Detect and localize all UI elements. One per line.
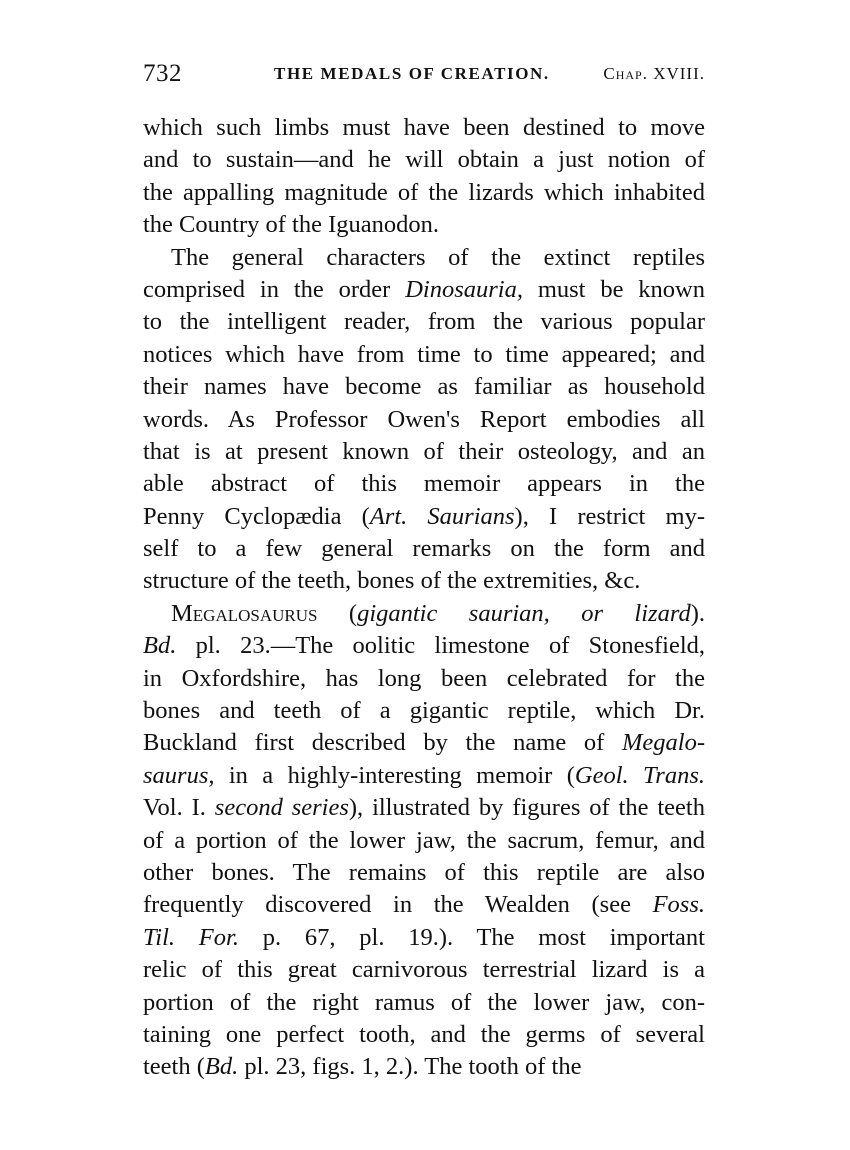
italic-text: Bd. xyxy=(143,632,177,660)
italic-text: Dinosauria, xyxy=(405,275,523,303)
text-line xyxy=(143,695,705,727)
text-line xyxy=(143,209,705,241)
text-segment: teeth ( xyxy=(143,1053,205,1081)
text-line xyxy=(143,727,705,759)
text-line xyxy=(143,371,705,403)
paragraph xyxy=(143,112,705,242)
text-segment: words. As Professor Owen's Report embodies all xyxy=(143,405,705,433)
text-segment: The general characters of the extinct reptiles xyxy=(171,243,705,271)
text-segment: notices which have from time to time appeared; and xyxy=(143,340,705,368)
italic-text: second series xyxy=(214,794,349,822)
text-segment: comprised in the order xyxy=(143,275,406,303)
text-segment: frequently discovered in the Wealden (see xyxy=(143,891,653,919)
text-line xyxy=(143,792,705,824)
text-segment: that is at present known of their osteology, and an xyxy=(143,437,705,465)
text-segment: bones and teeth of a gigantic reptile, which Dr. xyxy=(143,697,705,725)
text-segment: ), I restrict my- xyxy=(514,502,705,530)
text-line xyxy=(143,112,705,144)
text-line xyxy=(143,922,705,954)
italic-text: Art. Saurians xyxy=(369,502,515,530)
text-segment: in a highly-interesting memoir ( xyxy=(214,761,575,789)
italic-text: gigantic saurian, or lizard xyxy=(357,599,691,627)
text-segment: ( xyxy=(317,599,358,627)
running-title: THE MEDALS OF CREATION. xyxy=(274,64,550,83)
italic-text: Bd. xyxy=(204,1053,239,1081)
italic-text: Foss. xyxy=(652,891,705,919)
text-line xyxy=(143,954,705,986)
text-line xyxy=(143,663,705,695)
text-line xyxy=(143,760,705,792)
text-line xyxy=(143,177,705,209)
body-text xyxy=(143,112,705,1084)
text-segment: relic of this great carnivorous terrestrial lizard is a xyxy=(143,956,705,984)
text-segment: portion of the right ramus of the lower jaw, con- xyxy=(143,988,705,1016)
text-line xyxy=(143,274,705,306)
text-line xyxy=(143,857,705,889)
paragraph xyxy=(143,242,705,598)
text-line xyxy=(143,1019,705,1051)
text-line xyxy=(143,630,705,662)
text-line xyxy=(143,404,705,436)
text-line xyxy=(143,468,705,500)
page-header xyxy=(143,60,705,92)
text-line xyxy=(143,825,705,857)
text-segment: their names have become as familiar as household xyxy=(143,373,705,401)
small-caps-text: Megalosaurus xyxy=(171,599,318,627)
text-line xyxy=(143,242,705,274)
italic-text: saurus, xyxy=(143,761,215,789)
page-number: 732 xyxy=(143,60,182,87)
text-line xyxy=(143,306,705,338)
text-segment: and to sustain—and he will obtain a just notion of xyxy=(143,146,705,174)
paragraph xyxy=(143,598,705,1084)
text-line xyxy=(143,339,705,371)
text-segment: structure of the teeth, bones of the extremities, &c. xyxy=(143,567,641,595)
text-segment: to the intelligent reader, from the various popular xyxy=(143,308,705,336)
text-segment: in Oxfordshire, has long been celebrated for the xyxy=(143,664,705,692)
italic-text: Geol. Trans. xyxy=(574,761,705,789)
text-segment: p. 67, pl. 19.). The most important xyxy=(238,923,705,951)
text-segment: Buckland first described by the name of xyxy=(143,729,622,757)
text-segment: pl. 23, figs. 1, 2.). The tooth of the xyxy=(238,1053,582,1081)
text-segment: which such limbs must have been destined to move xyxy=(143,114,705,141)
text-segment: the Country of the Iguanodon. xyxy=(143,211,439,239)
chapter-label: Chap. XVIII. xyxy=(603,64,705,83)
text-segment: pl. 23.—The oolitic limestone of Stonesfield, xyxy=(176,632,705,660)
text-segment: other bones. The remains of this reptile are also xyxy=(143,858,705,886)
text-segment: Vol. I. xyxy=(143,794,215,822)
italic-text: Til. For. xyxy=(143,923,239,951)
text-line xyxy=(143,1051,705,1083)
text-segment: able abstract of this memoir appears in the xyxy=(143,470,705,498)
text-segment: taining one perfect tooth, and the germs of several xyxy=(143,1020,705,1048)
text-segment: ), illustrated by figures of the teeth xyxy=(348,794,705,822)
text-line xyxy=(143,565,705,597)
text-line xyxy=(143,533,705,565)
text-segment: Penny Cyclopædia ( xyxy=(143,502,370,530)
text-segment: the appalling magnitude of the lizards which inhabited xyxy=(143,178,705,206)
text-line xyxy=(143,598,705,630)
italic-text: Megalo- xyxy=(622,729,705,757)
text-segment: must be known xyxy=(522,275,705,303)
text-line xyxy=(143,889,705,921)
text-segment: ). xyxy=(690,599,705,627)
text-line xyxy=(143,436,705,468)
text-line xyxy=(143,987,705,1019)
text-line xyxy=(143,501,705,533)
text-segment: of a portion of the lower jaw, the sacrum, femur, and xyxy=(143,826,705,854)
text-line xyxy=(143,144,705,176)
text-segment: self to a few general remarks on the form and xyxy=(143,535,705,563)
